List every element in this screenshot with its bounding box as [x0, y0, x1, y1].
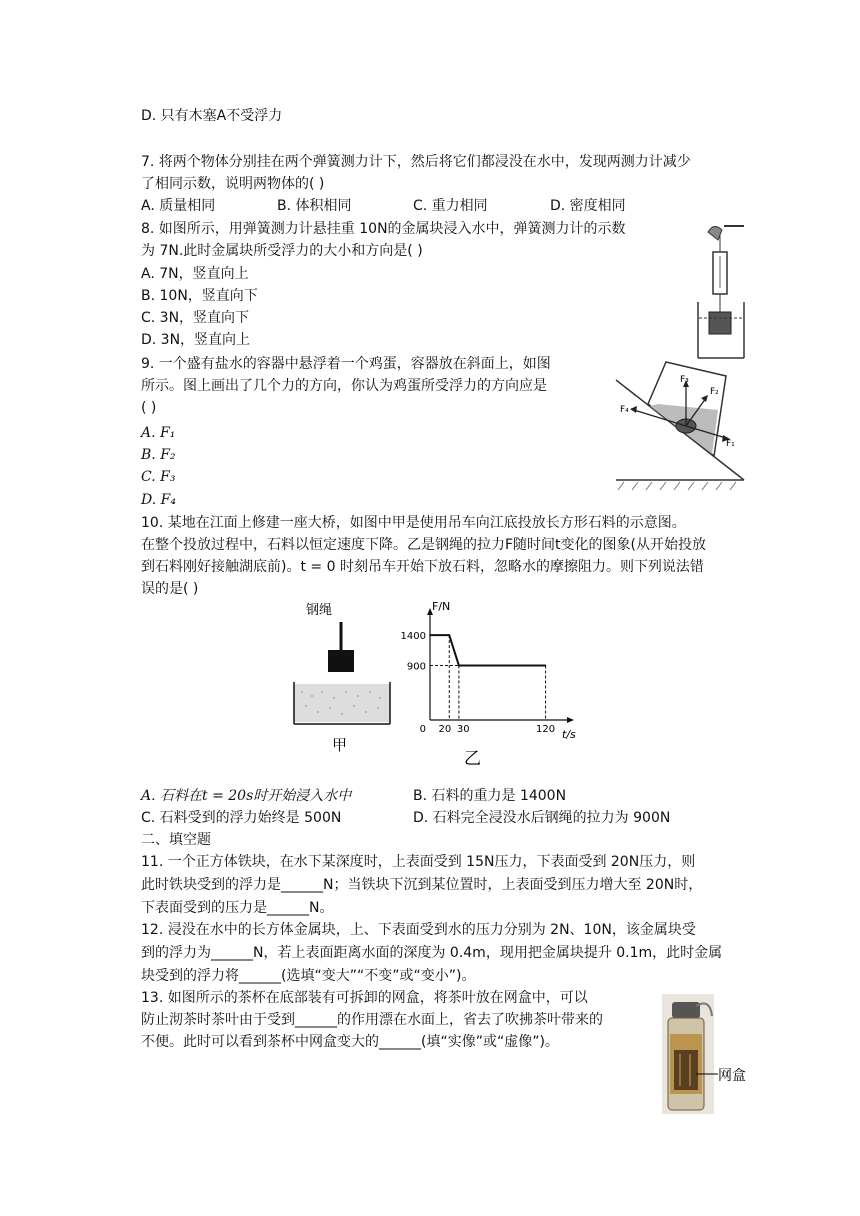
q12-stem-line3: 块受到的浮力将______(选填“变大”“不变”或“变小”)。	[141, 968, 476, 984]
q8-option-c: C. 3N，竖直向下	[141, 310, 250, 326]
x-axis-label: t/s	[562, 728, 576, 741]
x-axis-arrow	[567, 717, 574, 723]
q8-option-b: B. 10N，竖直向下	[141, 288, 258, 304]
incline-egg-figure	[614, 360, 746, 496]
crane-diagram	[290, 596, 400, 756]
q7-option-d: D. 密度相同	[550, 198, 626, 214]
q10-option-d: D. 石料完全浸没水后钢绳的拉力为 900N	[413, 810, 671, 826]
data-point	[429, 634, 431, 636]
fig-label-f4: F₄	[620, 405, 629, 415]
net-box-label: 网盒	[718, 1068, 746, 1084]
q9-option-c: C. F₃	[141, 469, 176, 485]
q9-option-b: B. F₂	[141, 447, 176, 463]
fig-label-f3: F₃	[680, 375, 689, 385]
x-tick-label: 120	[536, 724, 556, 735]
series-line	[430, 635, 546, 665]
q7-option-b: B. 体积相同	[277, 198, 352, 214]
fig-b-label: 乙	[464, 749, 481, 769]
y-tick-label: 1400	[400, 631, 426, 643]
q8-stem-line2: 为 7N.此时金属块所受浮力的大小和方向是( )	[141, 243, 423, 259]
data-point	[545, 665, 547, 667]
y-axis-label: F/N	[432, 600, 451, 613]
q7-stem-line2: 了相同示数，说明两物体的( )	[141, 176, 325, 192]
q10-option-b: B. 石料的重力是 1400N	[413, 788, 567, 804]
q11-stem-line3: 下表面受到的压力是______N。	[141, 900, 334, 916]
fig-a-label: 甲	[332, 736, 348, 754]
q9-stem-line3: ( )	[141, 400, 157, 416]
q12-stem-line2: 到的浮力为______N，若上表面距离水面的深度为 0.4m，现用把金属块提升 0.1m，此时金属	[141, 945, 723, 961]
q10-stem-line2: 在整个投放过程中，石料以恒定速度下降。乙是钢绳的拉力F随时间t变化的图象(从开始投放	[141, 537, 707, 553]
q7-option-c: C. 重力相同	[413, 198, 488, 214]
q10-stem-line4: 误的是( )	[141, 581, 199, 597]
section-heading: 二、填空题	[141, 832, 211, 848]
q7-option-a: A. 质量相同	[141, 198, 216, 214]
q7-stem-line1: 7. 将两个物体分别挂在两个弹簧测力计下，然后将它们都浸没在水中，发现两测力计减少	[141, 154, 691, 170]
q9-stem-line2: 所示。图上画出了几个力的方向，你认为鸡蛋所受浮力的方向应是	[141, 378, 547, 394]
q9-option-d: D. F₄	[141, 492, 176, 508]
q8-option-d: D. 3N，竖直向上	[141, 332, 251, 348]
q9-stem-line1: 9. 一个盛有盐水的容器中悬浮着一个鸡蛋，容器放在斜面上，如图	[141, 356, 551, 372]
data-point	[448, 634, 450, 636]
fig-label-f1: F₁	[726, 439, 735, 449]
q10-stem-line3: 到石料刚好接触湖底前)。t = 0 时刻吊车开始下放石料，忽略水的摩擦阻力。则下列说法错	[141, 559, 704, 575]
rope-label: 钢绳	[306, 603, 333, 618]
q13-stem-line1: 13. 如图所示的茶杯在底部装有可拆卸的网盒，将茶叶放在网盒中，可以	[141, 990, 588, 1006]
q13-stem-line2: 防止沏茶时茶叶由于受到______的作用漂在水面上，省去了吹拂茶叶带来的	[141, 1012, 603, 1028]
spring-scale-figure	[694, 222, 748, 362]
q9-option-a: A. F₁	[141, 425, 176, 441]
q11-stem-line2: 此时铁块受到的浮力是______N；当铁块下沉到某位置时，上表面受到压力增大至 20N时，	[141, 877, 703, 893]
q10-option-c: C. 石料受到的浮力始终是 500N	[141, 810, 342, 826]
x-tick-label: 0	[419, 724, 426, 735]
data-point	[458, 665, 460, 667]
q12-stem-line1: 12. 浸没在水中的长方体金属块，上、下表面受到水的压力分别为 2N、10N，该金属块受	[141, 922, 696, 938]
fig-label-f2: F₂	[710, 387, 719, 397]
q13-stem-line3: 不便。此时可以看到茶杯中网盒变大的______(填“实像”或“虚像”)。	[141, 1034, 559, 1050]
tea-cup-photo	[656, 994, 756, 1114]
x-tick-label: 20	[438, 724, 452, 735]
q6-option-d: D. 只有木塞A不受浮力	[141, 108, 283, 124]
q10-stem-line1: 10. 某地在江面上修建一座大桥，如图中甲是使用吊车向江底投放长方形石料的示意图。	[141, 515, 686, 531]
q8-stem-line1: 8. 如图所示，用弹簧测力计悬挂重 10N的金属块浸入水中，弹簧测力计的示数	[141, 221, 626, 237]
force-time-chart	[394, 600, 574, 770]
q8-option-a: A. 7N，竖直向上	[141, 266, 249, 282]
x-tick-label: 30	[456, 724, 470, 735]
q10-option-a: A. 石料在t = 20s时开始浸入水中	[141, 788, 352, 804]
y-tick-label: 900	[406, 661, 426, 673]
q11-stem-line1: 11. 一个正方体铁块，在水下某深度时，上表面受到 15N压力，下表面受到 20N压力，则	[141, 854, 696, 870]
